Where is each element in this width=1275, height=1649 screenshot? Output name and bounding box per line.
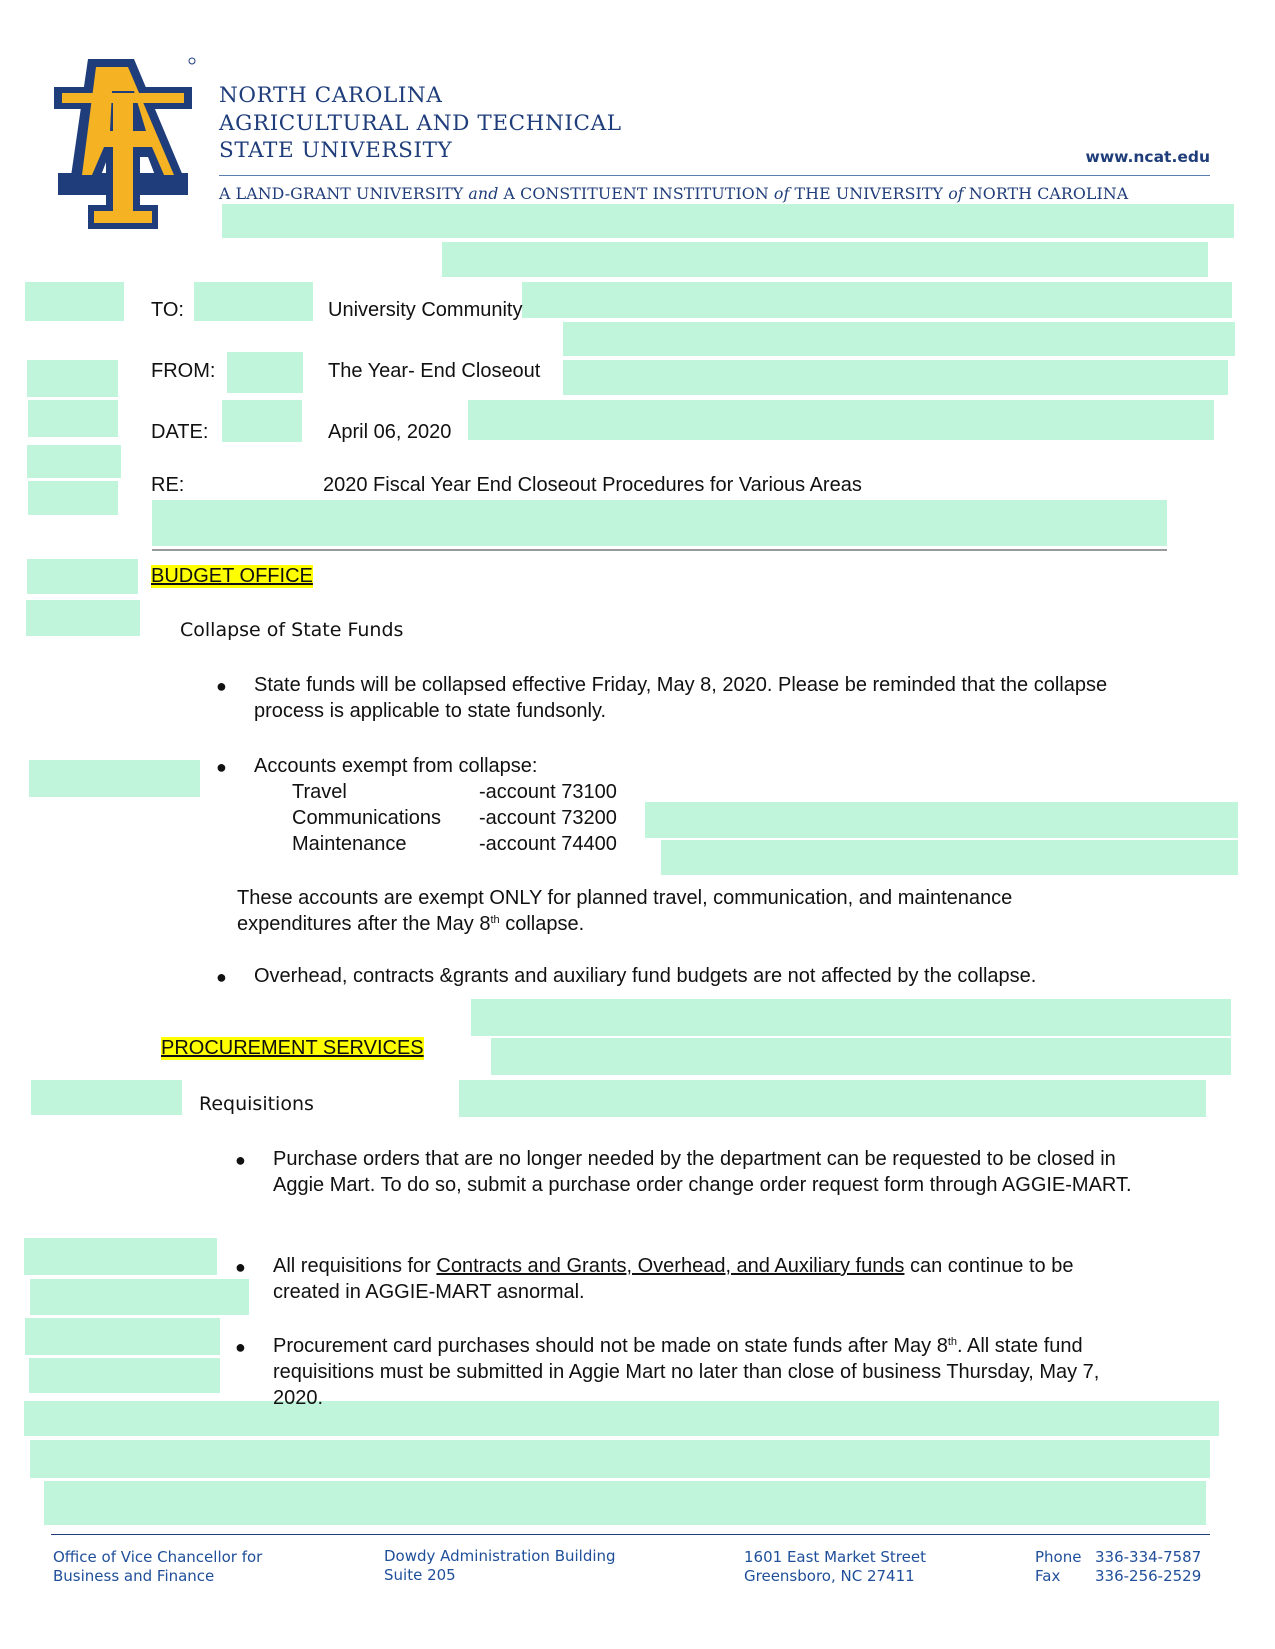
- requisitions-text: All requisitions for: [273, 1255, 437, 1277]
- memo-re-value: 2020 Fiscal Year End Closeout Procedures for Various Areas: [323, 474, 862, 496]
- footer-building: [384, 1547, 616, 1585]
- phone-label: Phone: [1035, 1548, 1082, 1566]
- redaction-block: [30, 1440, 1210, 1478]
- memo-from-value: The Year- End Closeout: [328, 360, 541, 382]
- redaction-block: [222, 400, 302, 442]
- footer-fax-row: [1035, 1567, 1201, 1586]
- memo-to-value: University Community: [328, 299, 523, 321]
- redaction-block: [661, 840, 1238, 875]
- university-logo: [48, 55, 198, 235]
- bullet-icon: ●: [235, 1257, 246, 1277]
- account-name: Maintenance: [292, 833, 407, 855]
- footer-office: [53, 1548, 262, 1586]
- redaction-block: [645, 802, 1238, 838]
- footer-line: Dowdy Administration Building: [384, 1547, 616, 1565]
- redaction-block: [471, 999, 1231, 1036]
- memo-re-label: RE:: [151, 474, 185, 496]
- redaction-block: [26, 600, 140, 636]
- budget-subtitle: Collapse of State Funds: [180, 619, 404, 641]
- website-link[interactable]: www.ncat.edu: [1085, 148, 1210, 166]
- redaction-block: [25, 1318, 220, 1355]
- footer-phone-row: [1035, 1548, 1201, 1567]
- tagline-part: A CONSTITUENT INSTITUTION: [498, 184, 774, 203]
- tagline: [219, 184, 1128, 203]
- redaction-block: [152, 500, 1167, 546]
- account-code: -account 73100: [479, 781, 617, 803]
- redaction-block: [27, 445, 121, 478]
- procurement-subtitle: Requisitions: [199, 1093, 314, 1115]
- procurement-bullet-requisitions: [273, 1253, 1123, 1305]
- exempt-note: [237, 885, 1137, 937]
- redaction-block: [44, 1481, 1206, 1525]
- tagline-part: NORTH CAROLINA: [963, 184, 1129, 203]
- exempt-note-text: expenditures after the May 8: [237, 913, 491, 935]
- procurement-heading: PROCUREMENT SERVICES: [161, 1037, 424, 1059]
- redaction-block: [563, 322, 1235, 356]
- tagline-part: A LAND-GRANT UNIVERSITY: [219, 184, 469, 203]
- footer-line: Greensboro, NC 27411: [744, 1567, 915, 1585]
- redaction-block: [522, 282, 1232, 318]
- redaction-block: [27, 360, 118, 397]
- university-name: [219, 82, 622, 165]
- budget-bullet-exempt-intro: Accounts exempt from collapse:: [254, 755, 538, 777]
- tagline-part: of: [948, 184, 964, 203]
- memo-from-label: FROM:: [151, 360, 216, 382]
- fax-number: 336-256-2529: [1095, 1567, 1202, 1585]
- funds-link: Contracts and Grants, Overhead, and Auxiliary funds: [436, 1255, 905, 1277]
- budget-bullet-collapse: State funds will be collapsed effective Friday, May 8, 2020. Please be reminded that the collapse process is applicable to state fundsonly.: [254, 674, 1108, 722]
- university-name-line: AGRICULTURAL AND TECHNICAL: [219, 110, 622, 136]
- pcard-text: . All state fund requisitions must be submitted in Aggie Mart no later than close of business Thursday, May 7, 2020.: [273, 1335, 1100, 1409]
- redaction-block: [227, 352, 303, 393]
- superscript: th: [490, 914, 500, 926]
- memo-divider: [152, 549, 1167, 551]
- footer-line: Suite 205: [384, 1566, 456, 1584]
- redaction-block: [459, 1080, 1206, 1117]
- superscript: th: [947, 1336, 958, 1348]
- redaction-block: [27, 559, 138, 594]
- university-name-line: NORTH CAROLINA: [219, 83, 443, 108]
- redaction-block: [29, 760, 200, 797]
- bullet-icon: ●: [216, 757, 227, 777]
- exempt-note-line: [237, 911, 1137, 937]
- fax-label: Fax: [1035, 1567, 1061, 1585]
- redaction-block: [30, 1279, 249, 1315]
- footer-line: 1601 East Market Street: [744, 1548, 926, 1566]
- redaction-block: [468, 400, 1214, 440]
- footer-contact: [1035, 1548, 1201, 1586]
- bullet-icon: ●: [216, 967, 227, 987]
- bullet-icon: ●: [235, 1150, 246, 1170]
- memo-date-value: April 06, 2020: [328, 421, 452, 443]
- tagline-part: of: [773, 184, 790, 203]
- procurement-bullet-purchase-orders: Purchase orders that are no longer needed by the department can be requested to be closed in Aggie Mart. To do so, submit a purchase order change order request form through AGGIE-MART.: [273, 1148, 1132, 1196]
- redaction-block: [28, 400, 118, 437]
- footer-address: [744, 1548, 926, 1586]
- memo-to-label: TO:: [151, 299, 184, 321]
- bullet-icon: ●: [235, 1337, 246, 1357]
- footer-divider: [51, 1534, 1210, 1535]
- redaction-block: [222, 204, 1234, 238]
- redaction-block: [29, 1358, 220, 1393]
- exempt-note-line: These accounts are exempt ONLY for planned travel, communication, and maintenance: [237, 887, 1013, 909]
- redaction-block: [442, 242, 1208, 277]
- requisitions-text: can continue to be created in AGGIE-MART asnormal.: [273, 1255, 1074, 1303]
- exempt-note-text: collapse.: [499, 913, 585, 935]
- tagline-part: and: [468, 184, 499, 203]
- procurement-bullet-pcard: [273, 1333, 1133, 1411]
- budget-bullet-overhead: Overhead, contracts &grants and auxiliary fund budgets are not affected by the collapse.: [254, 965, 1037, 987]
- header-divider: [219, 175, 1210, 176]
- footer-line: Business and Finance: [53, 1567, 215, 1585]
- redaction-block: [24, 1238, 217, 1275]
- account-code: -account 74400: [479, 833, 617, 855]
- budget-office-heading: BUDGET OFFICE: [151, 565, 313, 587]
- phone-number: 336-334-7587: [1095, 1548, 1202, 1566]
- redaction-block: [28, 481, 118, 515]
- redaction-block: [563, 360, 1228, 395]
- pcard-text: Procurement card purchases should not be made on state funds after May 8: [273, 1335, 948, 1357]
- redaction-block: [25, 282, 124, 321]
- redaction-block: [491, 1038, 1231, 1075]
- account-name: Communications: [292, 807, 441, 829]
- footer-line: Office of Vice Chancellor for: [53, 1548, 263, 1566]
- memo-date-label: DATE:: [151, 421, 209, 443]
- account-name: Travel: [292, 781, 347, 803]
- bullet-icon: ●: [216, 676, 227, 696]
- account-code: -account 73200: [479, 807, 617, 829]
- redaction-block: [31, 1080, 182, 1115]
- tagline-part: THE UNIVERSITY: [789, 184, 949, 203]
- redaction-block: [194, 282, 313, 321]
- university-name-line: STATE UNIVERSITY: [219, 138, 453, 163]
